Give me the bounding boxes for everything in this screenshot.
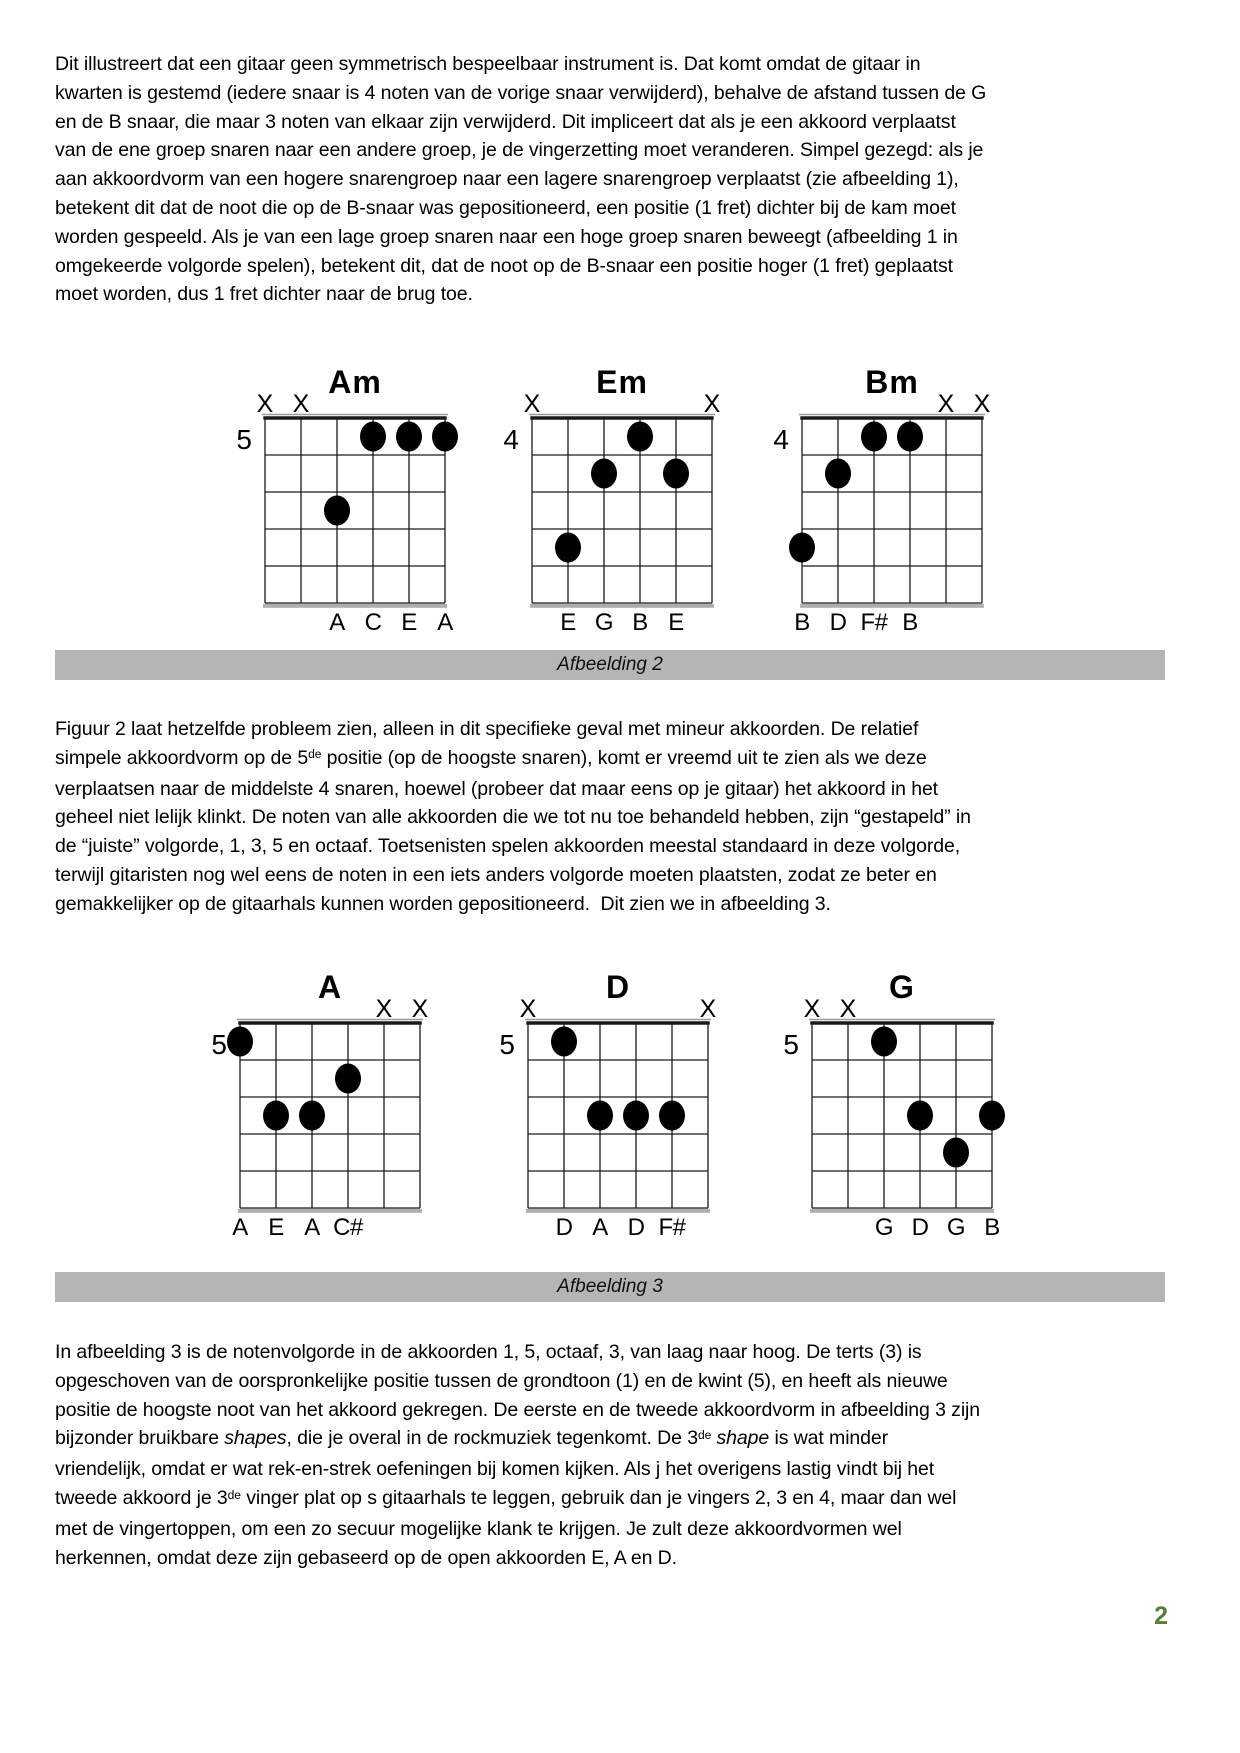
- paragraph-2: [55, 715, 1193, 919]
- finger-dot: [789, 533, 815, 563]
- muted-string-x: X: [839, 995, 857, 1023]
- finger-dot: [324, 496, 350, 526]
- note-label: A: [437, 609, 453, 636]
- text-line: terwijl gitaristen nog wel eens de noten in een iets anders volgorde moeten plaatsten, zodat ze beter en: [55, 863, 937, 886]
- note-label: D: [555, 1214, 573, 1241]
- text-line: betekent dit dat de noot die op de B-snaar was gepositioneerd, een positie (1 fret) dichter bij de kam moet: [55, 196, 956, 219]
- text-line: de “juiste” volgorde, 1, 3, 5 en octaaf. Toetsenisten spelen akkoorden meestal standaard in deze volgorde,: [55, 835, 961, 858]
- muted-string-x: X: [803, 995, 821, 1023]
- note-label: C: [364, 609, 382, 636]
- fret-number: 4: [503, 424, 519, 455]
- note-label: E: [268, 1214, 284, 1241]
- muted-string-x: X: [375, 995, 393, 1023]
- text-line: verplaatsen naar de middelste 4 snaren, hoewel (probeer dat maar eens op je gitaar) het akkoord in het: [55, 777, 939, 800]
- finger-dot: [360, 422, 386, 452]
- note-label: A: [329, 609, 345, 636]
- finger-dot: [555, 533, 581, 563]
- note-label: B: [902, 609, 918, 636]
- muted-string-x: X: [411, 995, 429, 1023]
- text-line: moet worden, dus 1 fret dichter naar de brug toe.: [55, 283, 473, 306]
- finger-dot: [227, 1027, 253, 1057]
- figure-afbeelding-3: [0, 965, 1240, 1257]
- fret-number: 5: [236, 424, 252, 455]
- finger-dot: [591, 459, 617, 489]
- note-label: G: [946, 1214, 966, 1241]
- finger-dot: [861, 422, 887, 452]
- note-label: B: [794, 609, 810, 636]
- fret-number: 5: [211, 1029, 227, 1060]
- text-line: Figuur 2 laat hetzelfde probleem zien, alleen in dit specifieke geval met mineur akkoorden. De relatief: [55, 718, 919, 740]
- chord-diagram-g: [767, 965, 1017, 1255]
- finger-dot: [623, 1101, 649, 1131]
- text-line: bijzonder bruikbare shapes, die je overal in de rockmuziek tegenkomt. De 3de shape is wat minder: [55, 1427, 889, 1450]
- text-line: positie de hoogste noot van het akkoord gekregen. De eerste en de tweede akkoordvorm in afbeelding 3 zijn: [55, 1398, 981, 1421]
- paragraph-3: [55, 1338, 1193, 1572]
- finger-dot: [825, 459, 851, 489]
- chord-diagram-a: [195, 965, 445, 1255]
- chord-name: D: [605, 969, 631, 1005]
- note-label: A: [232, 1214, 248, 1241]
- finger-dot: [263, 1101, 289, 1131]
- fret-number: 5: [499, 1029, 515, 1060]
- text-line: vriendelijk, omdat er wat rek-en-strek oefeningen bij komen kijken. Als j het overigens lastig vindt bij het: [55, 1458, 935, 1481]
- finger-dot: [663, 459, 689, 489]
- finger-dot: [587, 1101, 613, 1131]
- text-line: geheel niet lelijk klinkt. De noten van alle akkoorden die we tot nu toe behandeld hebben, zijn “gestapeld” in: [55, 806, 971, 829]
- text-line: en de B snaar, die maar 3 noten van elkaar zijn verwijderd. Dit impliceert dat als je een akkoord verplaatst: [55, 110, 956, 133]
- note-label: E: [401, 609, 417, 636]
- finger-dot: [979, 1101, 1005, 1131]
- finger-dot: [396, 422, 422, 452]
- muted-string-x: X: [937, 390, 955, 418]
- text-line: met de vingertoppen, om een zo secuur mogelijke klank te krijgen. Je zult deze akkoordvormen wel: [55, 1517, 902, 1540]
- note-label: E: [560, 609, 576, 636]
- text-line: van de ene groep snaren naar een andere groep, je de vingerzetting moet veranderen. Simpel gezegd: als je: [55, 139, 984, 162]
- chord-name: A: [317, 969, 343, 1005]
- chord-name: Bm: [865, 364, 919, 400]
- finger-dot: [627, 422, 653, 452]
- finger-dot: [299, 1101, 325, 1131]
- finger-dot: [551, 1027, 577, 1057]
- note-label: G: [874, 1214, 894, 1241]
- chord-diagram-bm: [757, 360, 1007, 650]
- fret-number: 4: [773, 424, 789, 455]
- paragraph-1: [55, 50, 1193, 309]
- note-label: A: [304, 1214, 320, 1241]
- note-label: A: [592, 1214, 608, 1241]
- page-number: 2: [1154, 1602, 1168, 1630]
- text-line: In afbeelding 3 is de notenvolgorde in de akkoorden 1, 5, octaaf, 3, van laag naar hoog. De terts (3) is: [55, 1341, 922, 1363]
- chord-name: Am: [328, 364, 382, 400]
- chord-name: G: [889, 969, 915, 1005]
- note-label: C#: [333, 1214, 363, 1241]
- muted-string-x: X: [292, 390, 310, 418]
- text-line: omgekeerde volgorde spelen), betekent dit, dat de noot op de B-snaar een positie hoger (1 fret) geplaatst: [55, 254, 953, 277]
- muted-string-x: X: [523, 390, 541, 418]
- chord-diagram-em: [487, 360, 737, 650]
- finger-dot: [432, 422, 458, 452]
- finger-dot: [897, 422, 923, 452]
- text-line: kwarten is gestemd (iedere snaar is 4 noten van de vorige snaar verwijderd), behalve de afstand tussen de G: [55, 81, 987, 104]
- chord-diagram-d: [483, 965, 733, 1255]
- text-line: simpele akkoordvorm op de 5de positie (op de hoogste snaren), komt er vreemd uit te zien als we deze: [55, 746, 927, 769]
- figure-caption-afbeelding-3: Afbeelding 3: [55, 1272, 1165, 1302]
- fret-number: 5: [783, 1029, 799, 1060]
- text-line: opgeschoven van de oorspronkelijke positie tussen de grondtoon (1) en de kwint (5), en heeft als nieuwe: [55, 1369, 948, 1392]
- muted-string-x: X: [699, 995, 717, 1023]
- note-label: G: [594, 609, 614, 636]
- muted-string-x: X: [519, 995, 537, 1023]
- finger-dot: [659, 1101, 685, 1131]
- note-label: D: [829, 609, 847, 636]
- chord-diagram-am: [220, 360, 470, 650]
- note-label: F#: [658, 1214, 686, 1241]
- muted-string-x: X: [703, 390, 721, 418]
- note-label: D: [627, 1214, 645, 1241]
- figure-caption-afbeelding-2: Afbeelding 2: [55, 650, 1165, 680]
- finger-dot: [907, 1101, 933, 1131]
- muted-string-x: X: [973, 390, 991, 418]
- text-line: gemakkelijker op de gitaarhals kunnen worden gepositioneerd. Dit zien we in afbeelding 3.: [55, 892, 831, 915]
- note-label: B: [984, 1214, 1000, 1241]
- note-label: D: [911, 1214, 929, 1241]
- text-line: herkennen, omdat deze zijn gebaseerd op de open akkoorden E, A en D.: [55, 1546, 677, 1569]
- text-line: worden gespeeld. Als je van een lage groep snaren naar een hoge groep snaren beweegt (afbeelding 1 in: [55, 225, 958, 248]
- finger-dot: [943, 1138, 969, 1168]
- note-label: E: [668, 609, 684, 636]
- text-line: aan akkoordvorm van een hogere snarengroep naar een lagere snarengroep verplaatst (zie afbeelding 1),: [55, 168, 959, 191]
- finger-dot: [335, 1064, 361, 1094]
- note-label: F#: [860, 609, 888, 636]
- chord-name: Em: [596, 364, 648, 400]
- text-line: tweede akkoord je 3de vinger plat op s gitaarhals te leggen, gebruik dan je vingers 2, 3 en 4, maar dan wel: [55, 1486, 957, 1509]
- note-label: B: [632, 609, 648, 636]
- muted-string-x: X: [256, 390, 274, 418]
- figure-afbeelding-2: [0, 360, 1240, 652]
- text-line: Dit illustreert dat een gitaar geen symmetrisch bespeelbaar instrument is. Dat komt omdat de gitaar in: [55, 53, 921, 75]
- finger-dot: [871, 1027, 897, 1057]
